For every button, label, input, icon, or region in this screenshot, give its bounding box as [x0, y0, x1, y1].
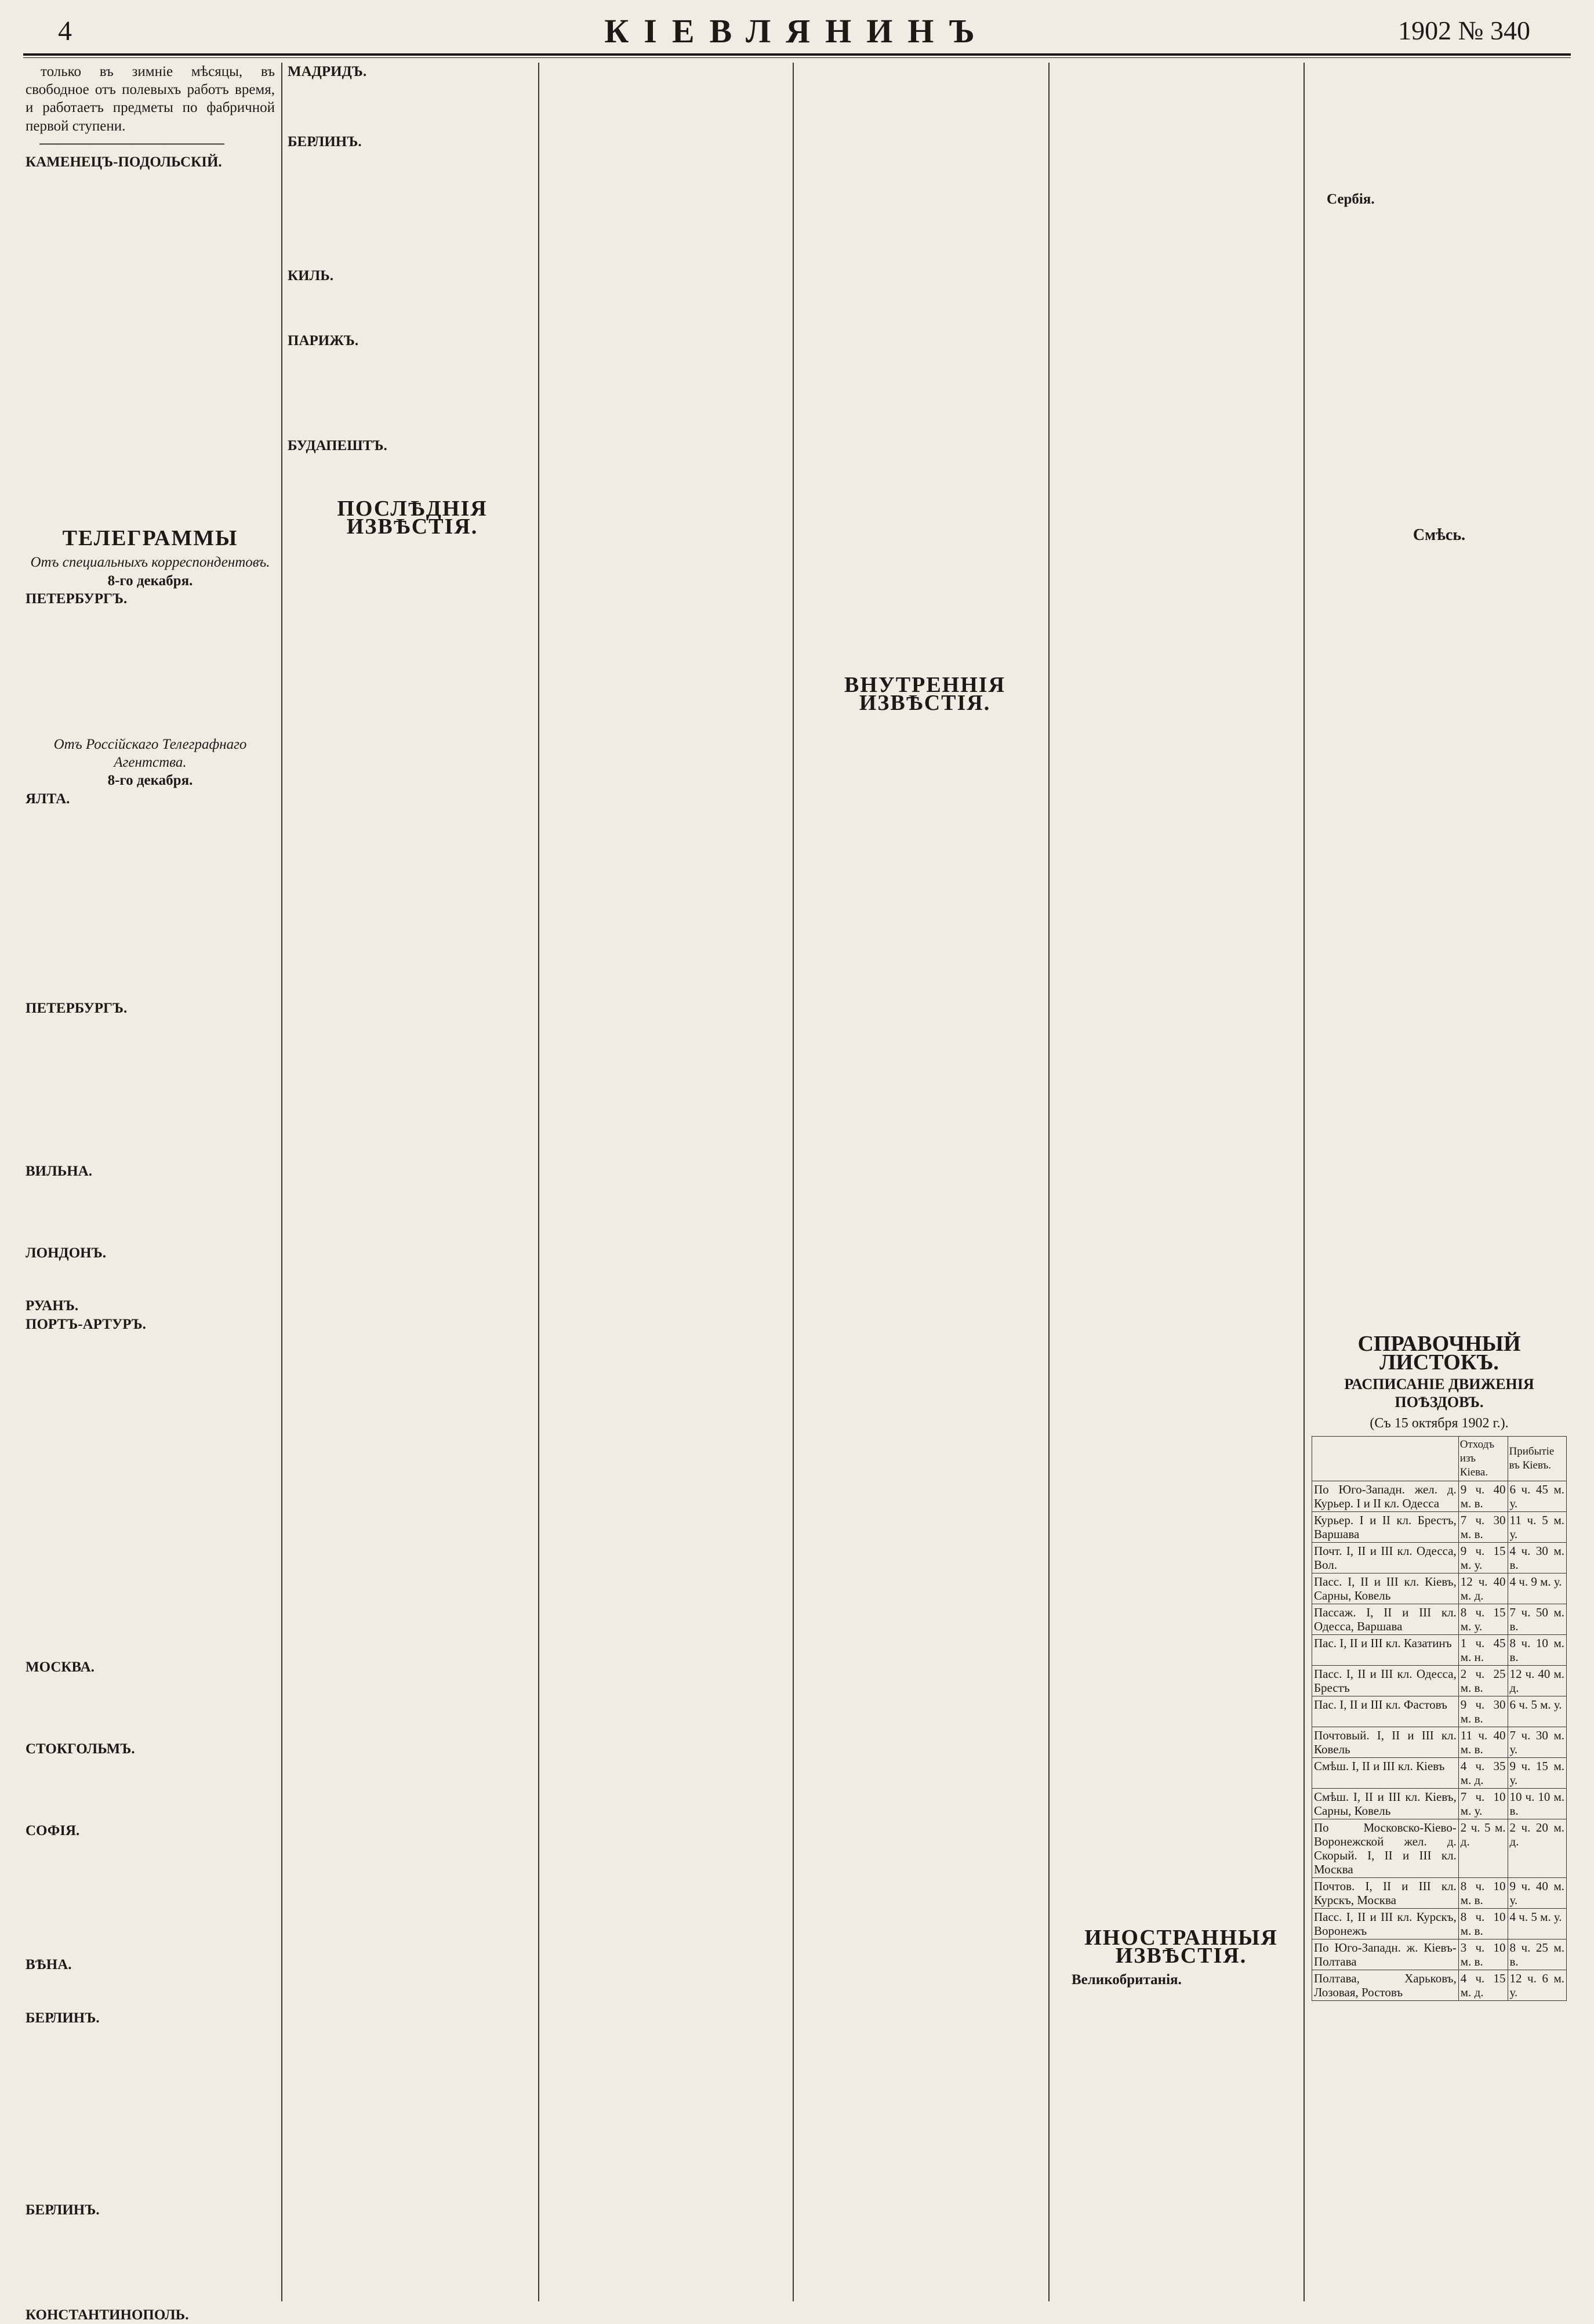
city-heading: ПОРТЪ-АРТУРЪ. [26, 1316, 146, 1332]
train-schedule-date: (Съ 15 октября 1902 г.). [1370, 1416, 1509, 1431]
section-title-foreign-news: ИНОСТРАННЫЯ ИЗВѢСТІЯ. [1084, 1926, 1278, 1968]
header-rule-thin [23, 57, 1571, 58]
country-heading: Великобританія. [1072, 1972, 1182, 1988]
section-title-miscellany: Смѣсь. [1413, 526, 1466, 545]
city-heading: БЕРЛИНЪ. [288, 134, 362, 150]
article-body [26, 808, 275, 999]
column-5 [1056, 63, 1306, 2301]
table-cell: 1 ч. 45 м. н. [1458, 1635, 1508, 1666]
table-cell: Курьер. I и II кл. Брестъ, Варшава [1312, 1512, 1459, 1543]
table-cell: 7 ч. 50 м. в. [1508, 1604, 1566, 1635]
table-cell: 12 ч. 6 м. у. [1508, 1970, 1566, 2001]
article-body [26, 1840, 275, 1956]
article-body [288, 285, 537, 332]
article-body [26, 171, 275, 519]
table-header: Отходъ изъ Кіева. [1458, 1437, 1508, 1481]
column-2 [288, 63, 537, 2301]
telegram-source: Отъ Россійскаго Телеграфнаго Агентства. [53, 737, 247, 771]
table-cell: 6 ч. 5 м. у. [1508, 1696, 1566, 1727]
table-cell: 4 ч. 15 м. д. [1458, 1970, 1508, 2001]
table-cell: Смѣш. I, II и III кл. Кіевъ [1312, 1758, 1459, 1789]
table-cell: 7 ч. 10 м. у. [1458, 1789, 1508, 1819]
table-cell: 11 ч. 40 м. в. [1458, 1727, 1508, 1758]
table-cell: 7 ч. 30 м. в. [1458, 1512, 1508, 1543]
table-cell: Пасс. I, II и III кл. Кіевъ, Сарны, Ковель [1312, 1573, 1459, 1604]
table-cell: 2 ч. 5 м. д. [1458, 1819, 1508, 1878]
page-columns [26, 63, 1568, 2323]
table-cell: 9 ч. 30 м. в. [1458, 1696, 1508, 1727]
table-cell: 4 ч. 30 м. в. [1508, 1543, 1566, 1573]
city-heading: КИЛЬ. [288, 268, 333, 284]
table-cell: Пассаж. I, II и III кл. Одесса, Варшава [1312, 1604, 1459, 1635]
city-heading: ПАРИЖЪ. [288, 332, 359, 349]
article-body [288, 350, 537, 437]
city-heading: МАДРИДЪ. [288, 64, 367, 79]
telegram-date: 8-го декабря. [107, 773, 193, 789]
table-row [1312, 1819, 1567, 1878]
telegram-date: 8-го декабря. [107, 572, 193, 589]
article-body [800, 63, 1050, 666]
table-row [1312, 1696, 1567, 1727]
article-body [26, 1974, 275, 2009]
header-rule [23, 53, 1571, 56]
city-heading: КОНСТАНТИНОПОЛЬ. [26, 2307, 189, 2323]
table-cell: 6 ч. 45 м. у. [1508, 1481, 1566, 1512]
article-body [1056, 63, 1306, 1919]
column-1 [26, 63, 275, 2323]
table-row [1312, 1604, 1567, 1635]
city-heading: СТОКГОЛЬМЪ. [26, 1741, 135, 1757]
city-heading: ЛОНДОНЪ. [26, 1245, 106, 1261]
table-cell: 9 ч. 40 м. в. [1458, 1481, 1508, 1512]
column-3 [544, 63, 793, 2301]
section-title-telegrams: ТЕЛЕГРАММЫ [62, 526, 238, 551]
page-header [23, 10, 1571, 52]
train-schedule-table [1312, 1436, 1567, 2001]
city-heading: СОФІЯ. [26, 1823, 80, 1839]
table-row [1312, 1909, 1567, 1939]
column-4 [800, 63, 1050, 2301]
article-body [26, 1017, 275, 1162]
table-cell: Смѣш. I, II и III кл. Кіевъ, Сарны, Ковель [1312, 1789, 1459, 1819]
place-tag: КАМЕНЕЦЪ-ПОДОЛЬСКІЙ. [26, 154, 222, 171]
article-body [26, 2027, 275, 2201]
train-schedule-title: РАСПИСАНІЕ ДВИЖЕНІЯ ПОѢЗДОВЪ. [1344, 1375, 1534, 1411]
article-body [288, 455, 537, 490]
section-title-domestic-news: ВНУТРЕННІЯ ИЗВѢСТІЯ. [844, 673, 1006, 716]
article-body [26, 1180, 275, 1244]
table-cell: Пас. I, II и III кл. Казатинъ [1312, 1635, 1459, 1666]
table-row [1312, 1758, 1567, 1789]
page-number: 4 [58, 16, 72, 46]
city-heading: ПЕТЕРБУРГЪ. [26, 1000, 128, 1016]
article-body [26, 1758, 275, 1822]
table-cell: 8 ч. 10 м. в. [1508, 1635, 1566, 1666]
table-cell: 8 ч. 10 м. в. [1458, 1878, 1508, 1909]
city-heading: БЕРЛИНЪ. [26, 2202, 100, 2218]
city-heading: МОСКВА. [26, 1659, 95, 1675]
table-row [1312, 1727, 1567, 1758]
table-row [1312, 1573, 1567, 1604]
table-cell: 9 ч. 15 м. у. [1508, 1758, 1566, 1789]
table-row [1312, 1481, 1567, 1512]
table-row [1312, 1939, 1567, 1970]
table-cell: 4 ч. 9 м. у. [1508, 1573, 1566, 1604]
table-cell: Полтава, Харьковъ, Лозовая, Ростовъ [1312, 1970, 1459, 2001]
article-text: только въ зимніе мѣсяцы, въ свободное отъ полевыхъ работъ время, и работаетъ предметы по фабричной первой ступени. [26, 64, 275, 134]
table-row [1312, 1789, 1567, 1819]
table-row [1312, 1666, 1567, 1696]
article-body [26, 1262, 275, 1297]
table-cell: Почтов. I, II и III кл. Курскъ, Москва [1312, 1878, 1459, 1909]
table-cell: 8 ч. 15 м. у. [1458, 1604, 1508, 1635]
article-body: ────────────────── [39, 136, 224, 152]
table-cell: 7 ч. 30 м. у. [1508, 1727, 1566, 1758]
article-body [26, 1333, 275, 1658]
article-body [26, 2219, 275, 2306]
article-body [1312, 549, 1567, 1332]
table-cell: По Юго-Западн. ж. Кіевъ-Полтава [1312, 1939, 1459, 1970]
table-row [1312, 1543, 1567, 1573]
telegram-source: Отъ специальныхъ корреспондентовъ. [30, 554, 270, 571]
article-body [1312, 63, 1567, 190]
table-cell: 2 ч. 25 м. в. [1458, 1666, 1508, 1696]
column-6 [1312, 63, 1567, 2301]
table-cell: 2 ч. 20 м. д. [1508, 1819, 1566, 1878]
table-row [1312, 1512, 1567, 1543]
city-heading: ПЕТЕРБУРГЪ. [26, 590, 128, 607]
table-cell: Пасс. I, II и III кл. Курскъ, Воронежъ [1312, 1909, 1459, 1939]
table-cell: 9 ч. 15 м. у. [1458, 1543, 1508, 1573]
table-row [1312, 1878, 1567, 1909]
article-body [1312, 208, 1567, 521]
table-row [1312, 1635, 1567, 1666]
table-cell: 12 ч. 40 м. д. [1508, 1666, 1566, 1696]
table-cell: Почтовый. I, II и III кл. Ковель [1312, 1727, 1459, 1758]
table-header: Прибытіе въ Кіевъ. [1508, 1437, 1566, 1481]
city-heading: РУАНЪ. [26, 1298, 79, 1314]
table-cell: 10 ч. 10 м. в. [1508, 1789, 1566, 1819]
table-header [1312, 1437, 1459, 1481]
table-cell: 4 ч. 5 м. у. [1508, 1909, 1566, 1939]
article-body [26, 608, 275, 735]
table-cell: 8 ч. 10 м. в. [1458, 1909, 1508, 1939]
table-cell: 3 ч. 10 м. в. [1458, 1939, 1508, 1970]
city-heading: БУДАПЕШТЪ. [288, 437, 387, 454]
table-cell: 12 ч. 40 м. д. [1458, 1573, 1508, 1604]
table-cell: По Юго-Западн. жел. д. Курьер. I и II кл. Одесса [1312, 1481, 1459, 1512]
country-heading: Сербія. [1327, 191, 1375, 207]
city-heading: ВѢНА. [26, 1957, 72, 1973]
table-cell: 8 ч. 25 м. в. [1508, 1939, 1566, 1970]
reference-sheet-title: СПРАВОЧНЫЙ ЛИСТОКЪ. [1357, 1332, 1521, 1375]
table-cell: 9 ч. 40 м. у. [1508, 1878, 1566, 1909]
city-heading: ВИЛЬНА. [26, 1163, 93, 1180]
issue-number: 1902 № 340 [1398, 16, 1530, 45]
article-body [288, 151, 537, 267]
newspaper-masthead: КІЕВЛЯНИНЪ [604, 12, 990, 50]
table-cell: Пас. I, II и III кл. Фастовъ [1312, 1696, 1459, 1727]
table-cell: 11 ч. 5 м. у. [1508, 1512, 1566, 1543]
city-heading: ЯЛТА. [26, 791, 70, 807]
article-body [288, 81, 537, 133]
table-cell: 4 ч. 35 м. д. [1458, 1758, 1508, 1789]
table-cell: Почт. I, II и III кл. Одесса, Вол. [1312, 1543, 1459, 1573]
article-body [26, 1676, 275, 1740]
table-cell: Пасс. I, II и III кл. Одесса, Брестъ [1312, 1666, 1459, 1696]
city-heading: БЕРЛИНЪ. [26, 2010, 100, 2026]
table-row [1312, 1970, 1567, 2001]
section-title-latest-news: ПОСЛѢДНІЯ ИЗВѢСТІЯ. [337, 496, 488, 539]
table-cell: По Московско-Кіево-Воронежской жел. д. Скорый. I, II и III кл. Москва [1312, 1819, 1459, 1878]
